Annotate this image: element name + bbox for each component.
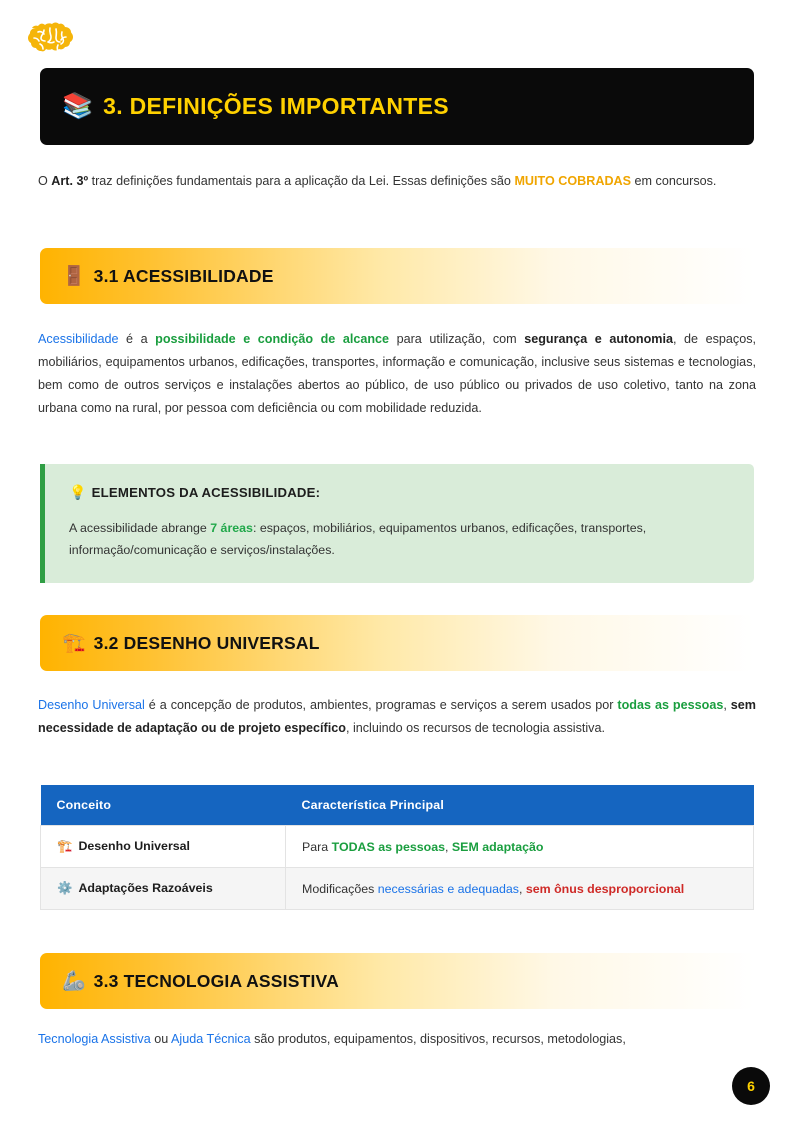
callout-box-elementos xyxy=(40,464,754,583)
row1-highlight-2: sem ônus desproporcional xyxy=(525,881,685,896)
table-cell-characteristic xyxy=(286,826,754,868)
section-banner xyxy=(40,68,754,145)
body33-text-2: são produtos, equipamentos, dispositivos, recursos, metodologias, xyxy=(250,1032,626,1046)
table-cell-characteristic xyxy=(286,868,754,910)
body33-text-1: ou xyxy=(150,1032,172,1046)
body32-text-2: , xyxy=(723,698,731,712)
acessibilidade-paragraph xyxy=(38,328,756,420)
section-header-3-2 xyxy=(40,615,754,671)
body32-bold-1: sem necessidade de adaptação ou de projeto específico xyxy=(38,698,756,735)
books-icon: 📚 xyxy=(62,92,94,120)
row1-highlight-1: necessárias e adequadas xyxy=(377,881,519,896)
body31-text-1: é a xyxy=(118,332,156,346)
table-row xyxy=(41,868,754,910)
table-cell-concept-label: Adaptações Razoáveis xyxy=(78,881,213,895)
gear-icon: ⚙️ xyxy=(57,881,73,895)
intro-article-ref: Art. 3º xyxy=(51,174,89,188)
intro-text-1: O xyxy=(38,174,52,188)
mechanical-arm-icon: 🦾 xyxy=(62,970,86,992)
row0-text-2: , xyxy=(445,839,452,854)
table-cell-concept xyxy=(41,868,286,910)
body32-highlight-1: todas as pessoas xyxy=(617,698,724,712)
term-ajuda-tecnica: Ajuda Técnica xyxy=(171,1032,251,1046)
desenho-universal-paragraph xyxy=(38,694,756,740)
body31-text-3: , de espaços, mobiliários, equipamentos urbanos, edificações, transportes, informação e comunicação, inclusive seus sistemas e tecnologias, bem como de outros serviços e instalações abertos ao público, de uso público ou privados de uso coletivo, tanto na zona urbana como na rural, por pessoa com deficiência ou com mobilidade reduzida. xyxy=(38,332,756,415)
intro-highlight: MUITO COBRADAS xyxy=(514,174,632,188)
body32-text-3: , incluindo os recursos de tecnologia assistiva. xyxy=(345,721,605,735)
row1-text-1: Modificações xyxy=(302,881,378,896)
section-title-3-1: 3.1 ACESSIBILIDADE xyxy=(93,265,274,286)
row1-text-2: , xyxy=(518,881,526,896)
table-cell-concept-label: Desenho Universal xyxy=(78,839,190,853)
page-number-badge: 6 xyxy=(732,1067,770,1105)
comparison-table xyxy=(40,785,754,910)
brain-logo xyxy=(22,16,82,64)
construction-crane-icon: 🏗️ xyxy=(62,632,86,654)
body31-bold-1: segurança e autonomia xyxy=(524,332,673,346)
tecnologia-assistiva-paragraph xyxy=(38,1028,756,1051)
callout-highlight: 7 áreas xyxy=(210,521,253,535)
term-tecnologia-assistiva: Tecnologia Assistiva xyxy=(38,1032,151,1046)
callout-title-row xyxy=(69,484,730,501)
row0-highlight-1: TODAS as pessoas xyxy=(331,839,446,854)
callout-title: ELEMENTOS DA ACESSIBILIDADE: xyxy=(91,485,321,500)
construction-crane-icon: 🏗️ xyxy=(57,839,73,853)
table-header-row xyxy=(41,785,754,826)
term-desenho-universal: Desenho Universal xyxy=(38,698,145,712)
body31-highlight-1: possibilidade e condição de alcance xyxy=(155,332,390,346)
callout-text-1: A acessibilidade abrange xyxy=(69,521,211,535)
table-cell-concept xyxy=(41,826,286,868)
row0-text-1: Para xyxy=(302,839,332,854)
body32-text-1: é a concepção de produtos, ambientes, programas e serviços a serem usados por xyxy=(144,698,618,712)
section-title-3-3: 3.3 TECNOLOGIA ASSISTIVA xyxy=(93,970,339,991)
lightbulb-icon: 💡 xyxy=(69,484,87,500)
callout-text-2: : espaços, mobiliários, equipamentos urbanos, edificações, transportes, informação/comunicação e serviços/instalações. xyxy=(69,521,647,557)
intro-text-2: traz definições fundamentais para a aplicação da Lei. Essas definições são xyxy=(88,174,515,188)
row0-highlight-2: SEM adaptação xyxy=(451,839,544,854)
table-header-caracteristica: Característica Principal xyxy=(286,785,754,826)
page-title: 3. DEFINIÇÕES IMPORTANTES xyxy=(103,93,449,119)
term-acessibilidade: Acessibilidade xyxy=(38,332,119,346)
body31-text-2: para utilização, com xyxy=(389,332,525,346)
intro-paragraph xyxy=(38,170,756,193)
callout-body xyxy=(69,517,730,561)
door-icon: 🚪 xyxy=(62,265,86,287)
table-header-conceito: Conceito xyxy=(41,785,286,826)
section-header-3-1 xyxy=(40,248,754,304)
intro-text-3: em concursos. xyxy=(631,174,717,188)
section-header-3-3 xyxy=(40,953,754,1009)
section-title-3-2: 3.2 DESENHO UNIVERSAL xyxy=(93,632,320,653)
table-row xyxy=(41,826,754,868)
